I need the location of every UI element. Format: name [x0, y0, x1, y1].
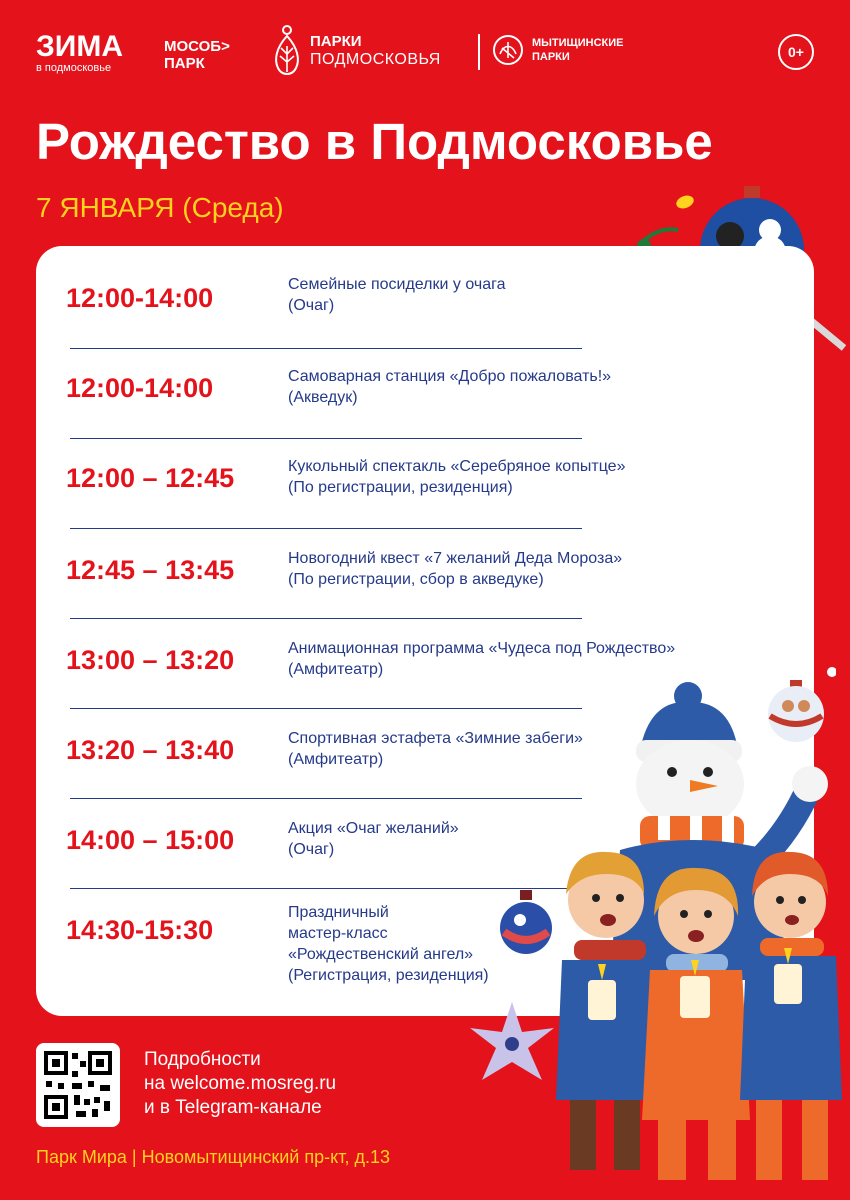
- event-location: (Акведук): [288, 389, 358, 406]
- schedule-time: 12:00-14:00: [66, 373, 214, 403]
- page-title: Рождество в Подмосковье: [36, 113, 713, 170]
- event-location: (Регистрация, резиденция): [288, 967, 489, 984]
- event-name-line: мастер-класс: [288, 925, 388, 942]
- schedule-time: 12:00-14:00: [66, 283, 214, 313]
- event-name-line: Праздничный: [288, 904, 389, 921]
- details-info: [144, 1048, 336, 1120]
- logo-mosobpark-line1: МОСОБ>: [164, 38, 230, 55]
- event-name: Самоварная станция «Добро пожаловать!»: [288, 368, 612, 385]
- schedule-event: [288, 366, 768, 408]
- age-rating-badge: 0+: [778, 34, 814, 70]
- mytishchi-logo-icon: [492, 34, 524, 66]
- event-date: 7 ЯНВАРЯ (Среда): [36, 192, 284, 223]
- qr-code-image: [36, 1043, 120, 1127]
- schedule-time: 14:30-15:30: [66, 915, 214, 945]
- schedule-time: 13:00 – 13:20: [66, 645, 235, 675]
- logo-mosobpark[interactable]: [164, 38, 230, 72]
- snowman-illustration: [540, 680, 850, 1200]
- schedule-time: 13:20 – 13:40: [66, 735, 235, 765]
- event-location: (Амфитеатр): [288, 751, 384, 768]
- event-location: (Очаг): [288, 297, 335, 314]
- details-link-line[interactable]: на welcome.mosreg.ru: [144, 1073, 337, 1094]
- logo-zima-main: ЗИМА: [36, 30, 124, 63]
- event-location: (Амфитеатр): [288, 661, 384, 678]
- address: Парк Мира | Новомытищинский пр-кт, д.13: [36, 1147, 390, 1167]
- schedule-time: 12:00 – 12:45: [66, 463, 235, 493]
- parki-logo-icon: [272, 24, 302, 78]
- divider: [70, 438, 582, 439]
- schedule-time: 12:45 – 13:45: [66, 555, 235, 585]
- event-name: Кукольный спектакль «Серебряное копытце»: [288, 458, 626, 475]
- divider: [70, 528, 582, 529]
- logo-parki-line2: ПОДМОСКОВЬЯ: [310, 51, 441, 68]
- logo-zima-sub: в подмосковье: [36, 62, 112, 74]
- schedule-event: [288, 548, 768, 590]
- event-name-line: «Рождественский ангел»: [288, 946, 474, 963]
- divider: [70, 798, 582, 799]
- details-line: Подробности: [144, 1049, 261, 1070]
- event-location: (По регистрации, резиденция): [288, 479, 513, 496]
- logo-parki-line1: ПАРКИ: [310, 33, 362, 50]
- event-name: Анимационная программа «Чудеса под Рождество»: [288, 640, 676, 657]
- logo-parki-podmoskovya[interactable]: [272, 24, 441, 78]
- event-location: (Очаг): [288, 841, 335, 858]
- event-name: Акция «Очаг желаний»: [288, 820, 459, 837]
- divider: [70, 618, 582, 619]
- divider: [70, 348, 582, 349]
- event-name: Новогодний квест «7 желаний Деда Мороза»: [288, 550, 623, 567]
- logo-mytishchi-parki[interactable]: [492, 34, 624, 66]
- logo-mosobpark-line2: ПАРК: [164, 55, 205, 72]
- event-name: Семейные посиделки у очага: [288, 276, 506, 293]
- schedule-event: [288, 456, 768, 498]
- schedule-event: [288, 274, 768, 316]
- schedule-time: 14:00 – 15:00: [66, 825, 235, 855]
- qr-code[interactable]: [36, 1043, 120, 1127]
- star-ornament-icon: [466, 998, 558, 1090]
- logo-zima[interactable]: [36, 32, 123, 74]
- divider: [70, 708, 582, 709]
- event-name: Спортивная эстафета «Зимние забеги»: [288, 730, 583, 747]
- logo-separator: [478, 34, 480, 70]
- schedule-event: [288, 638, 768, 680]
- details-line: и в Telegram-канале: [144, 1097, 322, 1118]
- logo-mytishchi-line2: ПАРКИ: [532, 51, 570, 63]
- divider: [70, 888, 582, 889]
- header-logos: [36, 28, 814, 78]
- event-location: (По регистрации, сбор в акведуке): [288, 571, 544, 588]
- logo-mytishchi-line1: МЫТИЩИНСКИЕ: [532, 37, 624, 49]
